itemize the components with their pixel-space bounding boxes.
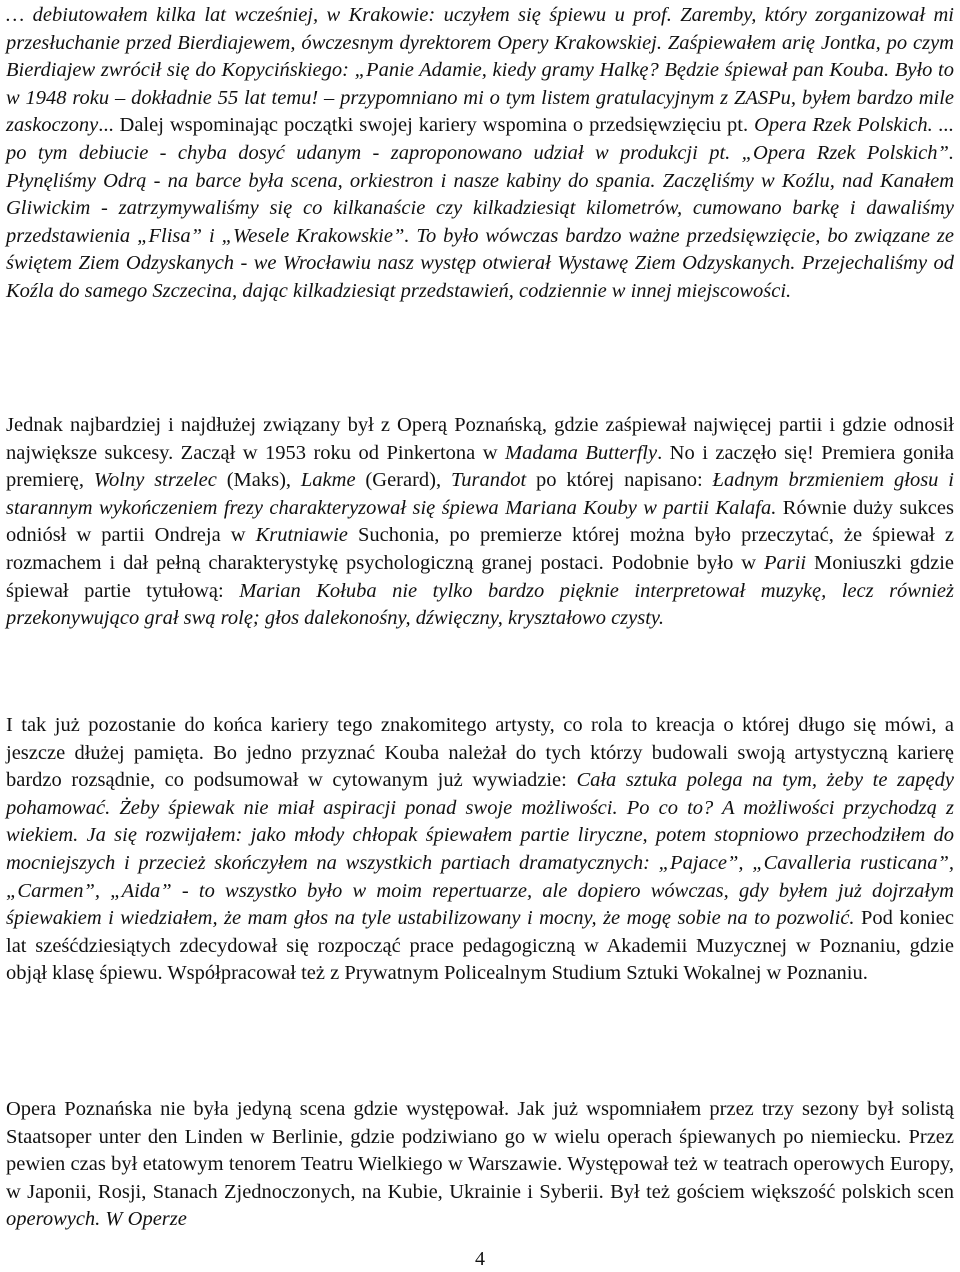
text-span: (Gerard), — [355, 469, 451, 492]
italic-text-span: Turandot — [450, 469, 527, 492]
italic-text-span: Ładnym brzmieniem głosu i starannym wykończeniem frezy charakteryzował się śpiewa Mariana Kouby w partii Kalafa. — [6, 469, 954, 519]
text-span: . No i zaczęło się! Premiera goniła premierę, — [6, 441, 954, 492]
italic-text-span: Wolny strzelec — [93, 469, 217, 492]
page-number: 4 — [475, 1248, 485, 1270]
text-span: Opera Poznańska nie była jedyną scena gdzie występował. Jak już wspomniałem przez trzy sezony był solistą Staatsoper unter den Linden w Berlinie, gdzie podziwiano go w wielu operach śpiewanych po niemiecku. Przez pewien czas był etatowym tenorem Teatru Wielkiego w Warszawie. Występował też w teatrach operowych Europy, w Japonii, Rosji, Stanach Zjednoczonych, na Kubie, Ukrainie i Syberii. Był też gościem większość polskich scen — [6, 1098, 954, 1203]
italic-text-span: Opera Rzek Polskich. ... po tym debiucie - chyba dosyć udanym - zaproponowano udział w produkcji pt. „Opera Rzek Polskich”. Płynęliśmy Odrą - na barce była scena, orkiestron i nasze kabiny do spania. Zaczęliśmy w Koźlu, nad Kanałem Gliwickim - zatrzymywaliśmy się co kilkanaście czy kilkadziesiąt kilometrów, cumowano barkę i dawaliśmy przedstawienia „Flisa” i „Wesele Krakowskie”. To było wówczas bardzo ważne przedsięwzięcie, bo związane ze świętem Ziem Odzyskanych - we Wrocławiu nasz występ otwierał Wystawę Ziem Odzyskanych. Przejechaliśmy od Koźla do samego Szczecina, dając kilkadziesiąt przedstawień, codziennie w innej miejscowości. — [6, 114, 955, 302]
text-span: Jednak najbardziej i najdłużej związany był z Operą Poznańską, gdzie zaśpiewał najwięcej partii i gdzie odnosił największe sukcesy. Zaczął w 1953 roku od Pinkertona w — [6, 414, 954, 464]
italic-text-span: operowych. W Operze — [6, 1208, 187, 1231]
paragraph-3 — [6, 712, 954, 988]
italic-text-span: Cała sztuka polega na tym, żeby te zapędy pohamować. Żeby śpiewak nie miał aspiracji ponad swoje możliwości. Po co to? A możliwości przychodzą z wiekiem. Ja się rozwijałem: jako młody chłopak śpiewałem partie liryczne, potem stopniowo przechodziłem do mocniejszych i przecież skończyłem na wszystkich partiach dramatycznych: „Pajace”, „Cavalleria rusticana”, „Carmen”, „Aida” - to wszystko było w moim repertuarze, ale dopiero wówczas, gdy byłem już dojrzałym śpiewakiem i wiedziałem, że mam głos na tyle ustabilizowany i mocny, że mogę sobie na to pozwolić. — [6, 769, 954, 930]
text-span: ... Dalej wspominając początki swojej kariery wspomina o przedsięwzięciu pt. — [98, 114, 755, 137]
paragraph-1 — [6, 2, 954, 306]
text-span: (Maks), — [216, 469, 301, 492]
italic-text-span: … debiutowałem kilka lat wcześniej, w Krakowie: uczyłem się śpiewu u prof. Zaremby, który zorganizował mi przesłuchanie przed Bierdiajewem, ówczesnym dyrektorem Opery Krakowskiej. Zaśpiewałem arię Jontka, po czym Bierdiajew zwrócił się do Kopycińskiego: „Panie Adamie, kiedy gramy Halkę? Będzie śpiewał pan Kouba. Było to w 1948 roku – dokładnie 55 lat temu! – przypomniano mi o tym listem gratulacyjnym z ZASPu, byłem bardzo mile zaskoczony — [6, 4, 954, 137]
text-span: Moniuszki gdzie śpiewał partie tytułową: — [6, 551, 955, 602]
italic-text-span: Parii — [763, 551, 807, 574]
italic-text-span: Lakme — [300, 469, 356, 492]
italic-text-span: Marian Kołuba nie tylko bardzo pięknie interpretował muzykę, lecz również przekonywująco grał swą rolę; głos dalekonośny, dźwięczny, kryształowo czysty. — [6, 579, 954, 630]
text-span: I tak już pozostanie do końca kariery tego znakomitego artysty, co rola to kreacja o której długo się mówi, a jeszcze dłużej pamięta. Bo jedno przyznać Kouba należał do tych którzy budowali swoją artystyczną karierę bardzo rozsądnie, co podsumował w cytowanym już wywiadzie: — [6, 714, 954, 792]
paragraph-4 — [6, 1096, 954, 1234]
paragraph-2 — [6, 412, 954, 633]
text-span: Pod koniec lat sześćdziesiątych zdecydował się rozpocząć prace pedagogiczną w Akademii Muzycznej w Poznaniu, gdzie objął klasę śpiewu. Współpracował też z Prywatnym Policealnym Studium Sztuki Wokalnej w Poznaniu. — [6, 907, 954, 985]
text-span: Suchonia, po premierze której można było przeczytać, że śpiewał z rozmachem i dał pełną charakterystykę psychologiczną granej postaci. Podobnie było w — [6, 524, 954, 574]
italic-text-span: Madama Butterfly — [505, 441, 658, 464]
text-span: Równie duży sukces odniósł w partii Ondreja w — [6, 496, 954, 547]
italic-text-span: Krutniawie — [255, 524, 348, 547]
document-page — [6, 0, 954, 1272]
text-span: po której napisano: — [526, 469, 713, 492]
